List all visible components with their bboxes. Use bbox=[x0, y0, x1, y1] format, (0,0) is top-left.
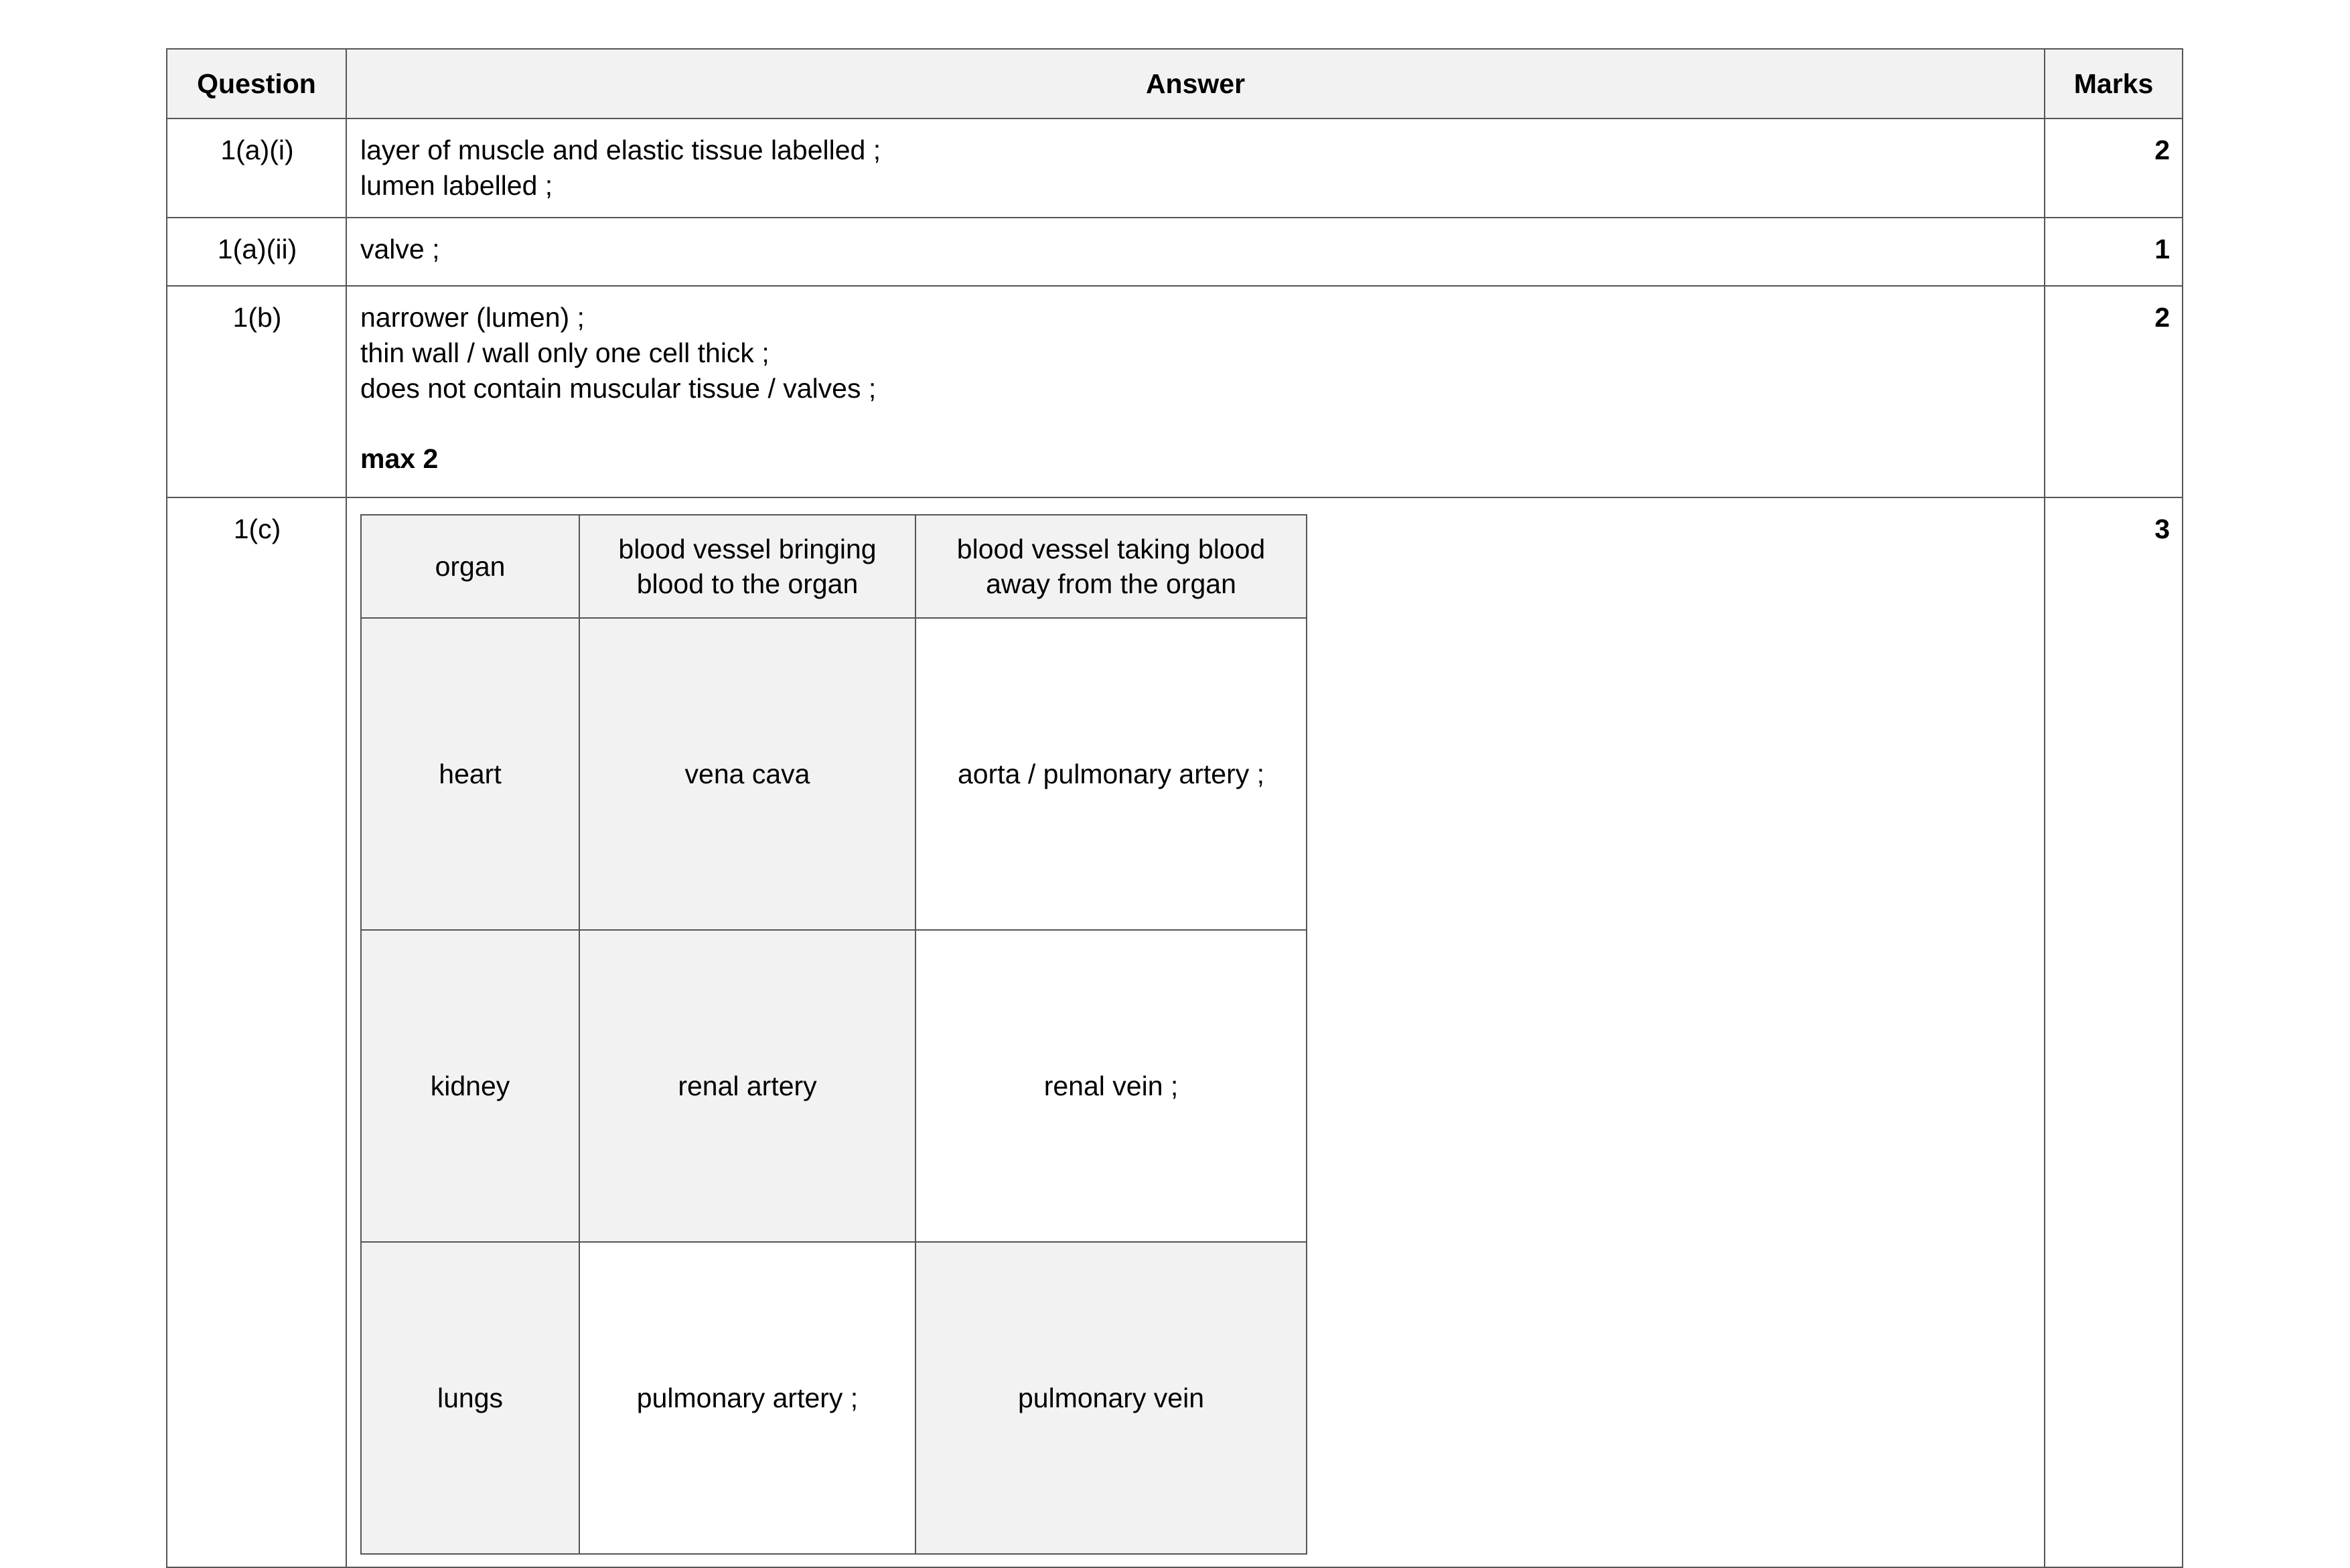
inner-header-cell: organ bbox=[361, 515, 579, 618]
table-row bbox=[167, 218, 2183, 286]
answer-line: lumen labelled ; bbox=[360, 170, 553, 201]
answer-line: valve ; bbox=[360, 234, 440, 264]
marks-value: 2 bbox=[2045, 119, 2183, 218]
answer-cell bbox=[346, 119, 2045, 218]
inner-header-cell: blood vessel taking blood away from the organ bbox=[915, 515, 1307, 618]
question-number: 1(b) bbox=[167, 286, 346, 497]
spacer bbox=[360, 406, 2032, 441]
question-number: 1(a)(i) bbox=[167, 119, 346, 218]
inner-row bbox=[361, 1242, 1307, 1554]
blood-vessel-table bbox=[360, 514, 1307, 1555]
inner-header-row bbox=[361, 515, 1307, 618]
question-header: Question bbox=[167, 49, 346, 119]
marks-value: 2 bbox=[2045, 286, 2183, 497]
mark-scheme-table bbox=[166, 48, 2183, 1568]
answer-cell bbox=[346, 218, 2045, 286]
marks-value: 1 bbox=[2045, 218, 2183, 286]
table-row bbox=[167, 119, 2183, 218]
answer-line: narrower (lumen) ; bbox=[360, 302, 585, 333]
answer-header: Answer bbox=[346, 49, 2045, 119]
inner-cell: heart bbox=[361, 618, 579, 930]
inner-row bbox=[361, 930, 1307, 1242]
inner-header-cell: blood vessel bringing blood to the organ bbox=[579, 515, 915, 618]
answer-cell bbox=[346, 286, 2045, 497]
answer-cell bbox=[346, 497, 2045, 1567]
table-row bbox=[167, 497, 2183, 1567]
marks-value: 3 bbox=[2045, 497, 2183, 1567]
inner-cell: aorta / pulmonary artery ; bbox=[915, 618, 1307, 930]
question-number: 1(c) bbox=[167, 497, 346, 1567]
max-marks-note: max 2 bbox=[360, 443, 439, 474]
answer-line: thin wall / wall only one cell thick ; bbox=[360, 337, 769, 368]
inner-cell: renal artery bbox=[579, 930, 915, 1242]
inner-cell: pulmonary artery ; bbox=[579, 1242, 915, 1554]
inner-cell: renal vein ; bbox=[915, 930, 1307, 1242]
inner-cell: lungs bbox=[361, 1242, 579, 1554]
inner-row bbox=[361, 618, 1307, 930]
inner-cell: pulmonary vein bbox=[915, 1242, 1307, 1554]
answer-line: layer of muscle and elastic tissue labelled ; bbox=[360, 135, 881, 165]
question-number: 1(a)(ii) bbox=[167, 218, 346, 286]
inner-cell: kidney bbox=[361, 930, 579, 1242]
header-row bbox=[167, 49, 2183, 119]
marks-header: Marks bbox=[2045, 49, 2183, 119]
answer-line: does not contain muscular tissue / valves ; bbox=[360, 373, 877, 404]
table-row bbox=[167, 286, 2183, 497]
inner-cell: vena cava bbox=[579, 618, 915, 930]
